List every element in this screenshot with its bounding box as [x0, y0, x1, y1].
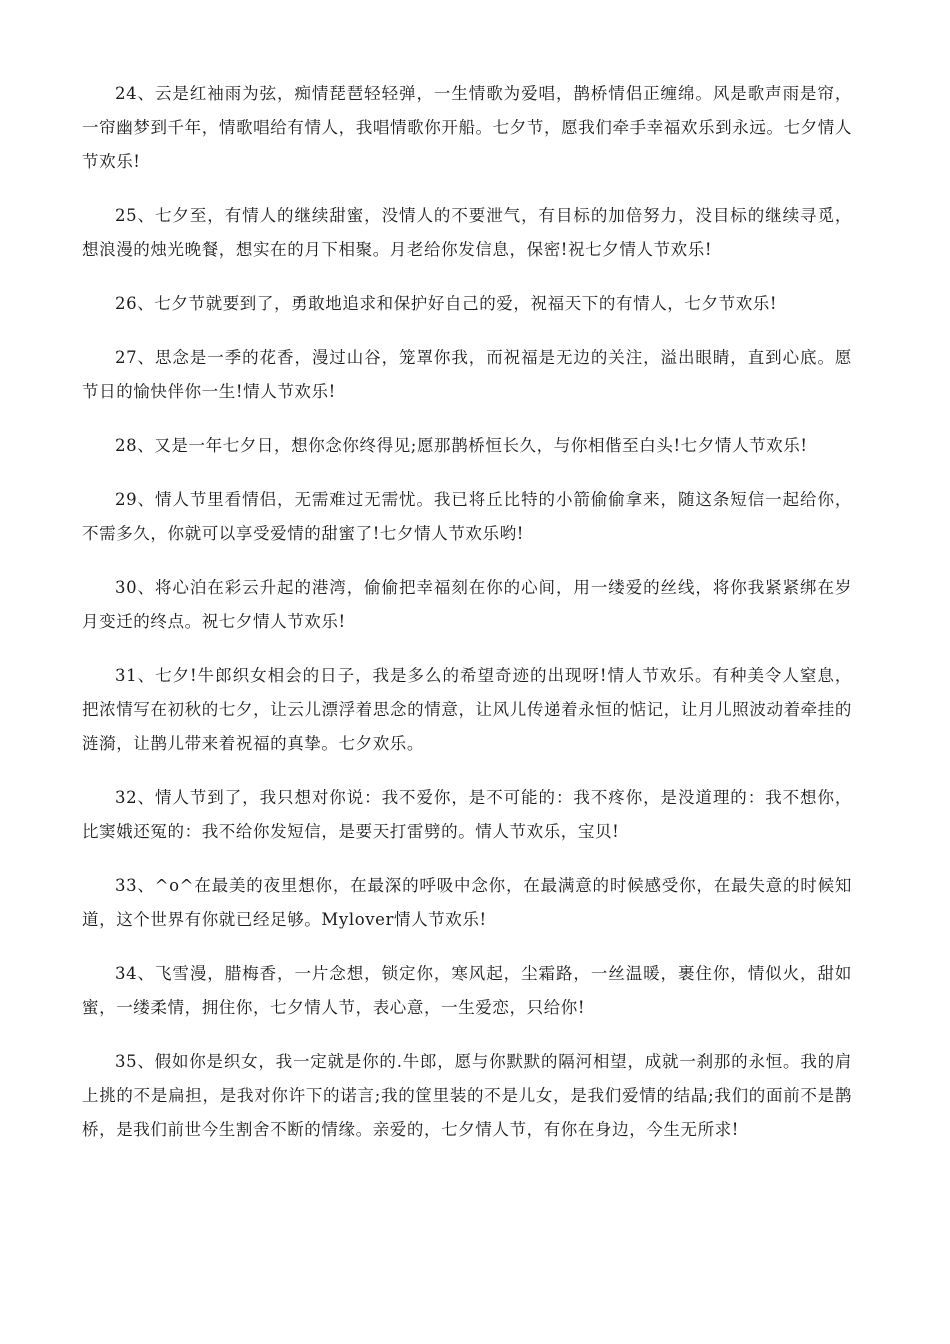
paragraph-30: 30、将心泊在彩云升起的港湾，偷偷把幸福刻在你的心间，用一缕爱的丝线，将你我紧紧绑在岁月变迁的终点。祝七夕情人节欢乐!: [82, 578, 852, 631]
paragraph-35: 35、假如你是织女，我一定就是你的.牛郎，愿与你默默的隔河相望，成就一刹那的永恒。我的肩上挑的不是扁担，是我对你许下的诺言;我的筐里装的不是儿女，是我们爱情的结晶;我们的面前不是鹊桥，是我们前世今生割舍不断的情缘。亲爱的，七夕情人节，有你在身边，今生无所求!: [82, 1052, 852, 1139]
paragraph-34: 34、飞雪漫，腊梅香，一片念想，锁定你，寒风起，尘霜路，一丝温暖，裹住你，情似火，甜如蜜，一缕柔情，拥住你，七夕情人节，表心意，一生爱恋，只给你!: [82, 964, 852, 1017]
paragraph-28: 28、又是一年七夕日，想你念你终得见;愿那鹊桥恒长久，与你相偕至白头!七夕情人节欢乐!: [115, 436, 808, 455]
paragraph-24: 24、云是红袖雨为弦，痴情琵琶轻轻弹，一生情歌为爱唱，鹊桥情侣正缠绵。风是歌声雨是帘，一帘幽梦到千年，情歌唱给有情人，我唱情歌你开船。七夕节，愿我们牵手幸福欢乐到永远。七夕情人节欢乐!: [82, 84, 852, 171]
paragraph-31: 31、七夕!牛郎织女相会的日子，我是多么的希望奇迹的出现呀!情人节欢乐。有种美令人窒息，把浓情写在初秋的七夕，让云儿漂浮着思念的情意，让风儿传递着永恒的惦记，让月儿照波动着牵挂的涟漪，让鹊儿带来着祝福的真挚。七夕欢乐。: [82, 666, 852, 753]
paragraph-25: 25、七夕至，有情人的继续甜蜜，没情人的不要泄气，有目标的加倍努力，没目标的继续寻觅，想浪漫的烛光晚餐，想实在的月下相聚。月老给你发信息，保密!祝七夕情人节欢乐!: [82, 206, 852, 259]
paragraph-27: 27、思念是一季的花香，漫过山谷，笼罩你我，而祝福是无边的关注，溢出眼睛，直到心底。愿节日的愉快伴你一生!情人节欢乐!: [82, 348, 852, 401]
paragraph-33: 33、^o^在最美的夜里想你，在最深的呼吸中念你，在最满意的时候感受你，在最失意的时候知道，这个世界有你就已经足够。Mylover情人节欢乐!: [82, 876, 852, 929]
paragraph-29: 29、情人节里看情侣，无需难过无需忧。我已将丘比特的小箭偷偷拿来，随这条短信一起给你，不需多久，你就可以享受爱情的甜蜜了!七夕情人节欢乐哟!: [82, 490, 852, 543]
document-body: [82, 77, 852, 1167]
paragraph-26: 26、七夕节就要到了，勇敢地追求和保护好自己的爱，祝福天下的有情人，七夕节欢乐!: [115, 294, 778, 313]
paragraph-32: 32、情人节到了，我只想对你说：我不爱你，是不可能的：我不疼你，是没道理的：我不想你，比窦娥还冤的：我不给你发短信，是要天打雷劈的。情人节欢乐，宝贝!: [82, 788, 852, 841]
